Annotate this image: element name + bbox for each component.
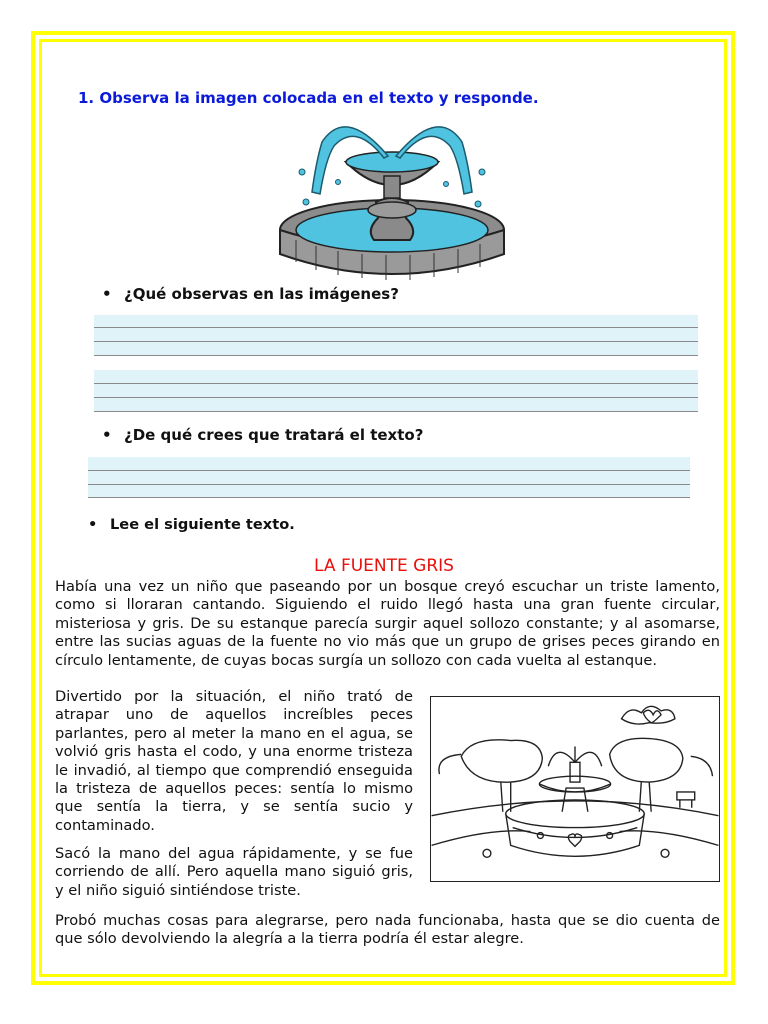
story-paragraph-1: Había una vez un niño que paseando por un bosque creyó escuchar un triste lamento, como si lloraran cantando. Siguiendo el ruido llegó hasta una gran fuente circular, misteriosa y gris. De su estanque parecía surgir aquel sollozo constante; y al asomarse, entre las sucias aguas de la fuente no vio más que un grupo de grises peces girando en círculo lentamente, de cuyas bocas surgía un sollozo con cada vuelta al estanque. xyxy=(55,578,720,669)
bullet-read-instruction xyxy=(88,516,295,533)
fountain-illustration xyxy=(276,112,508,282)
bullet-text: ¿De qué crees que tratará el texto? xyxy=(124,426,424,444)
answer-line xyxy=(94,383,698,384)
bullet-text: ¿Qué observas en las imágenes? xyxy=(124,285,399,303)
answer-line xyxy=(88,497,690,498)
answer-line xyxy=(88,484,690,485)
answer-lines-3[interactable] xyxy=(88,457,690,498)
answer-line xyxy=(94,397,698,398)
story-title: LA FUENTE GRIS xyxy=(314,556,454,576)
bullet-dot: • xyxy=(88,516,98,533)
bullet-question-topic xyxy=(102,426,424,444)
question-heading: 1. Observa la imagen colocada en el texto y responde. xyxy=(78,89,539,107)
answer-line xyxy=(94,355,698,356)
bullet-dot: • xyxy=(102,426,112,444)
answer-line xyxy=(94,341,698,342)
story-paragraph-3: Sacó la mano del agua rápidamente, y se fue corriendo de allí. Pero aquella mano siguió gris, y el niño siguió sintiéndose triste. xyxy=(55,845,413,899)
bullet-question-observe xyxy=(102,285,399,303)
answer-lines-2[interactable] xyxy=(94,370,698,412)
story-paragraph-2: Divertido por la situación, el niño trató de atrapar uno de aquellos increíbles peces parlantes, pero al meter la mano en el agua, se volvió gris hasta el codo, y una enorme tristeza le invadió, al tiempo que comprendió enseguida la tristeza de aquellos peces: sentía lo mismo que sentía la tierra, y se sentía sucio y contaminado. xyxy=(55,688,413,834)
answer-line xyxy=(94,327,698,328)
bullet-dot: • xyxy=(102,285,112,303)
answer-line xyxy=(94,411,698,412)
story-paragraph-4: Probó muchas cosas para alegrarse, pero nada funcionaba, hasta que se dio cuenta de que sólo devolviendo la alegría a la tierra podría él estar alegre. xyxy=(55,912,720,948)
bullet-text: Lee el siguiente texto. xyxy=(110,516,295,533)
park-fountain-drawing xyxy=(430,696,720,882)
answer-line xyxy=(88,470,690,471)
answer-lines-1[interactable] xyxy=(94,315,698,356)
